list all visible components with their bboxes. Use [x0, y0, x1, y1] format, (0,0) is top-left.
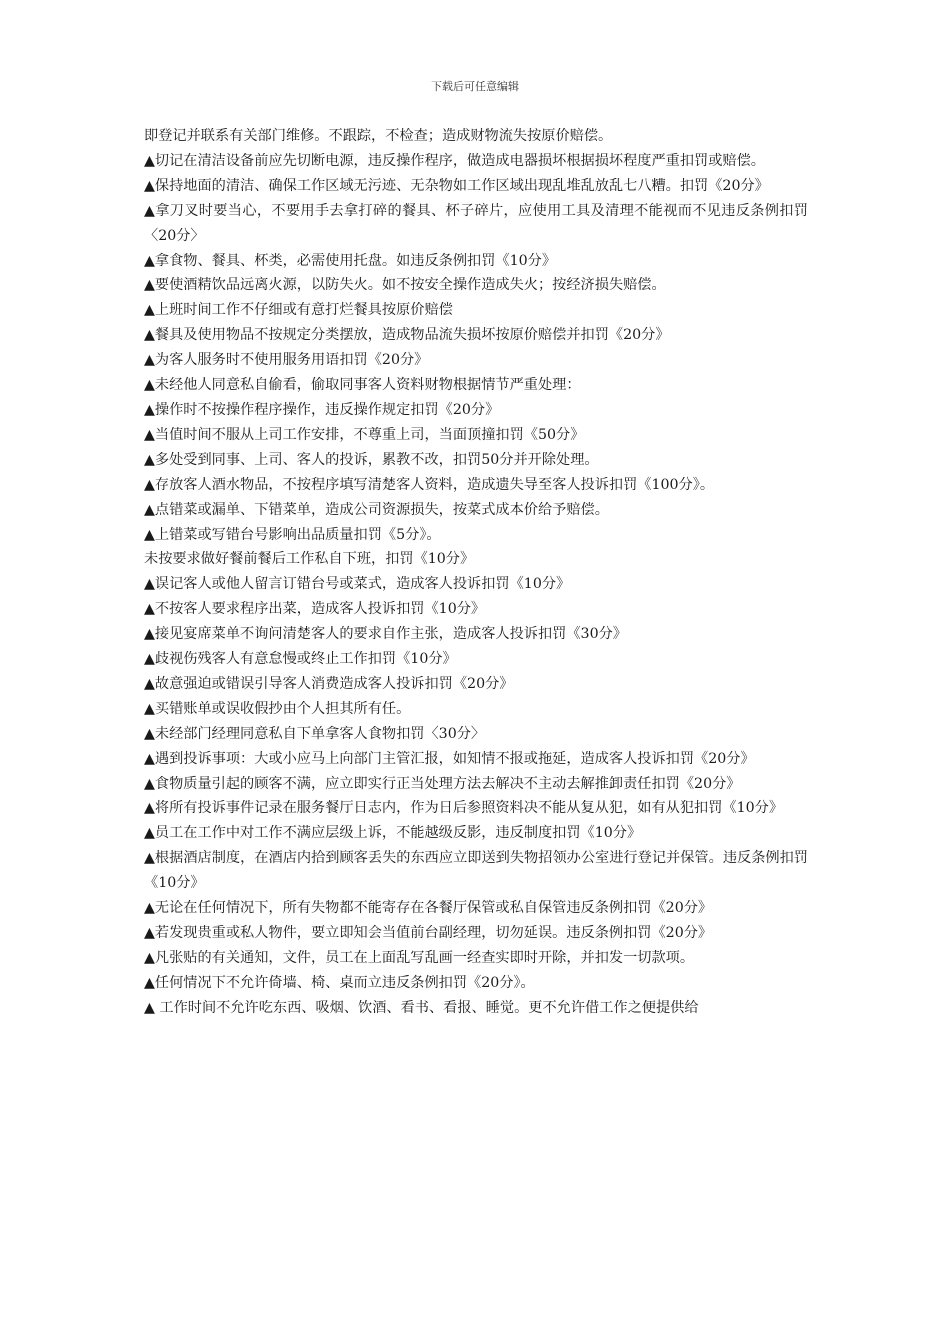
document-body — [144, 124, 808, 1021]
paragraph: ▲切记在清洁设备前应先切断电源，违反操作程序，做造成电器损坏根据损坏程度严重扣罚或赔偿。 — [144, 152, 765, 169]
paragraph: ▲若发现贵重或私人物件，要立即知会当值前台副经理，切勿延误。违反条例扣罚《20分》 — [144, 925, 713, 941]
page-header: 下载后可任意编辑 — [431, 80, 519, 93]
paragraph: ▲操作时不按操作程序操作，违反操作规定扣罚《20分》 — [144, 401, 500, 418]
paragraph: ▲歧视伤残客人有意怠慢或终止工作扣罚《10分》 — [144, 651, 457, 668]
paragraph: ▲ 工作时间不允许吃东西、吸烟、饮酒、看书、看报、睡觉。更不允许借工作之便提供给 — [144, 999, 699, 1016]
paragraph: ▲拿刀叉时要当心，不要用手去拿打碎的餐具、杯子碎片，应使用工具及清理不能视而不见违反条例扣罚〈20分〉 — [144, 202, 808, 244]
paragraph: ▲餐具及使用物品不按规定分类摆放，造成物品流失损坏按原价赔偿并扣罚《20分》 — [144, 327, 670, 344]
paragraph: ▲员工在工作中对工作不满应层级上诉，不能越级反影，违反制度扣罚《10分》 — [144, 825, 642, 842]
paragraph: ▲接见宴席菜单不询问清楚客人的要求自作主张，造成客人投诉扣罚《30分》 — [144, 626, 627, 643]
paragraph: ▲当值时间不服从上司工作安排，不尊重上司，当面顶撞扣罚《50分》 — [144, 426, 585, 443]
paragraph: ▲多处受到同事、上司、客人的投诉，累教不改，扣罚50分并开除处理。 — [144, 451, 599, 468]
paragraph: 未按要求做好餐前餐后工作私自下班，扣罚《10分》 — [144, 551, 475, 568]
paragraph: ▲为客人服务时不使用服务用语扣罚《20分》 — [144, 352, 429, 369]
paragraph: ▲故意强迫或错误引导客人消费造成客人投诉扣罚《20分》 — [144, 675, 514, 692]
paragraph: ▲未经部门经理同意私自下单拿客人食物扣罚〈30分〉 — [144, 725, 486, 742]
paragraph: ▲任何情况下不允许倚墙、椅、桌而立违反条例扣罚《20分》。 — [144, 974, 535, 991]
paragraph: ▲根据酒店制度，在酒店内拾到顾客丢失的东西应立即送到失物招领办公室进行登记并保管。违反条例扣罚《10分》 — [144, 850, 808, 892]
paragraph: ▲将所有投诉事件记录在服务餐厅日志内，作为日后参照资料决不能从复从犯，如有从犯扣罚《10分》 — [144, 800, 784, 817]
paragraph: ▲拿食物、餐具、杯类，必需使用托盘。如违反条例扣罚《10分》 — [144, 252, 557, 269]
paragraph: ▲上班时间工作不仔细或有意打烂餐具按原价赔偿 — [144, 302, 453, 319]
paragraph: ▲遇到投诉事项：大或小应马上向部门主管汇报，如知情不报或拖延，造成客人投诉扣罚《20分》 — [144, 750, 755, 767]
paragraph: 即登记并联系有关部门维修。不跟踪，不检查；造成财物流失按原价赔偿。 — [144, 128, 613, 144]
paragraph: ▲不按客人要求程序出菜，造成客人投诉扣罚《10分》 — [144, 601, 486, 618]
paragraph: ▲凡张贴的有关通知，文件，员工在上面乱写乱画一经查实即时开除，并扣发一切款项。 — [144, 949, 695, 966]
paragraph: ▲食物质量引起的顾客不满，应立即实行正当处理方法去解决不主动去解推卸责任扣罚《20分》 — [144, 775, 741, 792]
paragraph: ▲点错菜或漏单、下错菜单，造成公司资源损失，按菜式成本价给予赔偿。 — [144, 501, 609, 518]
paragraph: ▲无论在任何情况下，所有失物都不能寄存在各餐厅保管或私自保管违反条例扣罚《20分》 — [144, 900, 713, 917]
paragraph: ▲误记客人或他人留言订错台号或菜式，造成客人投诉扣罚《10分》 — [144, 576, 571, 593]
paragraph: ▲未经他人同意私自偷看，偷取同事客人资料财物根据情节严重处理： — [144, 377, 581, 394]
paragraph: ▲要使酒精饮品远离火源，以防失火。如不按安全操作造成失火；按经济损失赔偿。 — [144, 277, 666, 294]
paragraph: ▲存放客人酒水物品，不按程序填写清楚客人资料，造成遗失导至客人投诉扣罚《100分》。 — [144, 476, 715, 493]
paragraph: ▲保持地面的清洁、确保工作区域无污迹、无杂物如工作区域出现乱堆乱放乱七八糟。扣罚《20分》 — [144, 177, 769, 194]
paragraph: ▲上错菜或写错台号影响出品质量扣罚《5分》。 — [144, 526, 441, 543]
paragraph: ▲买错账单或误收假抄由个人担其所有任。 — [144, 700, 411, 717]
